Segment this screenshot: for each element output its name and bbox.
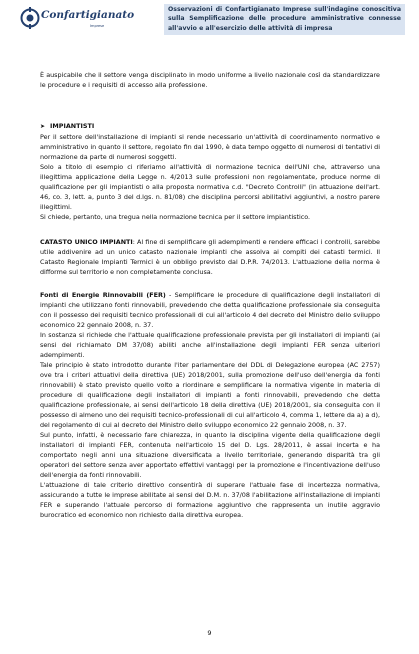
catasto-label: CATASTO UNICO IMPIANTI: [40, 238, 133, 246]
logo-mark-icon: [20, 7, 40, 29]
catasto-paragraph: [40, 237, 380, 277]
catasto-text: : Al fine di semplificare gli adempimenti e rendere efficaci i controlli, sarebbe utile addivenire ad un unico catasto nazionale impianti che assolva ai compiti dei catasti termici. Il Catasto Regionale Impianti Termici è un obbligo previsto dal D.P.R. 74/2013. L'attuazione della norma è difforme sul territorio e non completamente conclusa.: [40, 238, 380, 276]
page-header: [0, 0, 419, 40]
header-title: Osservazioni di Confartigianato Imprese sull'indagine conoscitiva sulla Semplificazione delle procedure amministrative connesse all'avvio e all'esercizio delle attività di impresa: [168, 6, 401, 32]
arrow-bullet-icon: ➤: [40, 123, 46, 130]
fer-paragraph-1: [40, 290, 380, 330]
fer-paragraph-2: In sostanza si richiede che l'attuale qualificazione professionale prevista per gli installatori di impianti (ai sensi del richiamato DM 37/08) abiliti anche all'installazione degli impianti FER senza ulteriori adempimenti.: [40, 331, 380, 359]
fer-paragraph-3: Tale principio è stato introdotto durante l'iter parlamentare del DDL di Delegazione europea (AC 2757) ove tra i criteri attuativi della direttiva (UE) 2018/2001, sulla promozione dell'uso dell'energia da fonti rinnovabili) è stato previsto quello volto a riordinare e semplificare la normativa vigente in materia di procedure di qualificazione degli installatori di impianti a fonti rinnovabili, prevedendo che detta qualificazione professionale, ai sensi dell'articolo 18 della direttiva (UE) 2018/2001, sia conseguita con il possesso di almeno uno dei requisiti tecnico-professionali di cui all'articolo 4, comma 1, lettere da a) a d), del regolamento di cui al decreto del Ministro dello sviluppo economico 22 gennaio 2008, n. 37.: [40, 361, 380, 429]
fer-text: - Semplificare le procedure di qualificazione degli installatori di impianti che utilizzano fonti rinnovabili, prevedendo che detta qualificazione professionale sia conseguita con il possesso dei requisiti tecnico professionali di cui all'articolo 4 del decreto del Ministro dello sviluppo economico 22 gennaio 2008, n. 37.: [40, 291, 380, 329]
impiantisti-paragraph-2: Solo a titolo di esempio ci riferiamo all'attività di normazione tecnica dell'UNI che, attraverso una illegittima applicazione della Legge n. 4/2013 sulle professioni non regolamentate, produce norme di qualificazione per gli impiantisti o alla proposta normativa c.d. "Decreto Controlli" (in attuazione dell'art. 46, co. 3, lett. a, punto 3 del d.lgs. n. 81/08) che disciplina percorsi abilitativi aggiuntivi, a nostro parere illegittimi.: [40, 163, 380, 211]
logo-text: Confartigianato: [41, 9, 135, 21]
impiantisti-paragraph-1: Per il settore dell'installazione di impianti si rende necessario un'attività di coordinamento normativo e amministrativo in quanto il settore, regolato fin dal 1990, è data tempo oggetto di numerosi di tentativi di normazione da parte di numerosi soggetti.: [40, 133, 380, 161]
logo-subtext: Imprese: [90, 24, 105, 28]
heading-text: IMPIANTISTI: [50, 122, 95, 130]
confartigianato-logo: [20, 7, 138, 35]
header-title-block: [164, 4, 405, 35]
intro-paragraph: È auspicabile che il settore venga disciplinato in modo uniforme a livello nazionale così da standardizzare le procedure e i requisiti di accesso alla professione.: [40, 71, 380, 89]
fer-paragraph-5: L'attuazione di tale criterio direttivo consentirà di superare l'attuale fase di incertezza normativa, assicurando a tutte le imprese abilitate ai sensi del D.M. n. 37/08 l'abilitazione all'installazione di impianti FER e superando l'attuale percorso di formazione aggiuntivo che rappresenta un inutile aggravio burocratico ed economico non richiesto dalla direttiva europea.: [40, 481, 380, 519]
page-number: 9: [207, 629, 212, 637]
impiantisti-paragraph-3: Si chiede, pertanto, una tregua nella normazione tecnica per il settore impiantistico.: [40, 213, 311, 221]
section-heading-impiantisti: [40, 121, 380, 132]
document-body: [40, 70, 380, 520]
fer-label: Fonti di Energie Rinnovabili (FER): [40, 291, 166, 299]
fer-paragraph-4: Sul punto, infatti, è necessario fare chiarezza, in quanto la disciplina vigente della qualificazione degli installatori di impianti FER, contenuta nell'articolo 15 del D. Lgs. 28/2011, è assai incerta e ha comportato negli anni una situazione diversificata a livello territoriale, generando disparità tra gli operatori del settore senza aver apportato effettivi vantaggi per la promozione e l'incentivazione dell'uso dell'energia da fonti rinnovabili.: [40, 431, 380, 479]
